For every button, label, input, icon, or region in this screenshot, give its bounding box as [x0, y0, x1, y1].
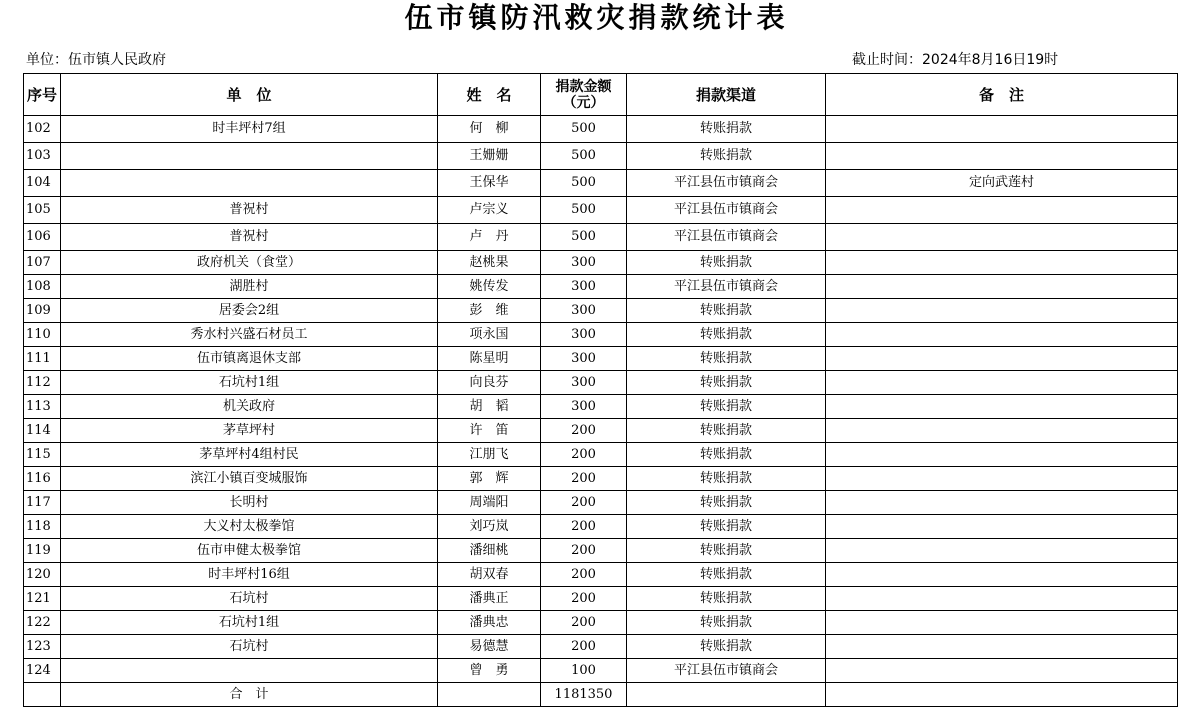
- table-row: [24, 197, 1178, 224]
- table-row: [24, 143, 1178, 170]
- row-number: 112: [24, 371, 61, 395]
- row-name: 潘细桃: [438, 539, 541, 563]
- header-channel: 捐款渠道: [627, 74, 826, 116]
- row-unit: 石坑村1组: [61, 611, 438, 635]
- table-row: [24, 539, 1178, 563]
- row-number: 124: [24, 659, 61, 683]
- row-unit: 秀水村兴盛石材员工: [61, 323, 438, 347]
- row-channel: 转账捐款: [627, 395, 826, 419]
- row-unit: 长明村: [61, 491, 438, 515]
- row-number: 108: [24, 275, 61, 299]
- row-name: 王保华: [438, 170, 541, 197]
- row-channel: 转账捐款: [627, 299, 826, 323]
- row-name: 曾 勇: [438, 659, 541, 683]
- header-remark: 备 注: [826, 74, 1178, 116]
- row-amount: 300: [541, 371, 627, 395]
- row-channel: 转账捐款: [627, 563, 826, 587]
- row-unit: 伍市镇离退休支部: [61, 347, 438, 371]
- row-amount: 200: [541, 563, 627, 587]
- row-number: 106: [24, 224, 61, 251]
- row-remark: 定向武莲村: [826, 170, 1178, 197]
- row-unit: 居委会2组: [61, 299, 438, 323]
- row-unit: [61, 170, 438, 197]
- row-amount: 100: [541, 659, 627, 683]
- row-number: 119: [24, 539, 61, 563]
- row-unit: [61, 143, 438, 170]
- row-remark: [826, 659, 1178, 683]
- row-unit: 石坑村1组: [61, 371, 438, 395]
- table-row: [24, 563, 1178, 587]
- row-remark: [826, 467, 1178, 491]
- row-channel: 转账捐款: [627, 347, 826, 371]
- row-amount: 200: [541, 539, 627, 563]
- row-name: 周端阳: [438, 491, 541, 515]
- total-amount: 1181350: [541, 683, 627, 707]
- page-title: 伍市镇防汛救灾捐款统计表: [404, 1, 789, 34]
- row-name: 卢宗义: [438, 197, 541, 224]
- row-amount: 500: [541, 143, 627, 170]
- total-remark-cell: [826, 683, 1178, 707]
- row-amount: 300: [541, 323, 627, 347]
- row-amount: 300: [541, 347, 627, 371]
- table-row: [24, 611, 1178, 635]
- row-channel: 转账捐款: [627, 611, 826, 635]
- row-name: 项永国: [438, 323, 541, 347]
- table-row: [24, 635, 1178, 659]
- row-remark: [826, 251, 1178, 275]
- unit-label: 单位：伍市镇人民政府: [26, 52, 166, 68]
- row-remark: [826, 323, 1178, 347]
- row-channel: 转账捐款: [627, 587, 826, 611]
- row-remark: [826, 197, 1178, 224]
- row-number: 123: [24, 635, 61, 659]
- row-channel: 平江县伍市镇商会: [627, 659, 826, 683]
- table-row: [24, 443, 1178, 467]
- row-number: 109: [24, 299, 61, 323]
- row-number: 116: [24, 467, 61, 491]
- row-unit: 普祝村: [61, 224, 438, 251]
- row-amount: 300: [541, 299, 627, 323]
- table-row: [24, 587, 1178, 611]
- table-header-row: [24, 74, 1178, 116]
- row-number: 110: [24, 323, 61, 347]
- row-name: 向良芬: [438, 371, 541, 395]
- row-name: 彭 维: [438, 299, 541, 323]
- row-remark: [826, 116, 1178, 143]
- row-name: 陈星明: [438, 347, 541, 371]
- table-row: [24, 371, 1178, 395]
- row-amount: 300: [541, 275, 627, 299]
- row-unit: 滨江小镇百变城服饰: [61, 467, 438, 491]
- row-amount: 200: [541, 515, 627, 539]
- row-remark: [826, 395, 1178, 419]
- row-channel: 转账捐款: [627, 443, 826, 467]
- row-amount: 200: [541, 611, 627, 635]
- total-name-cell: [438, 683, 541, 707]
- row-name: 江朋飞: [438, 443, 541, 467]
- row-name: 刘巧岚: [438, 515, 541, 539]
- row-amount: 200: [541, 467, 627, 491]
- row-remark: [826, 371, 1178, 395]
- row-channel: 平江县伍市镇商会: [627, 170, 826, 197]
- row-channel: 转账捐款: [627, 539, 826, 563]
- row-remark: [826, 143, 1178, 170]
- row-name: 潘典忠: [438, 611, 541, 635]
- row-number: 114: [24, 419, 61, 443]
- header-unit: 单 位: [61, 74, 438, 116]
- row-number: 111: [24, 347, 61, 371]
- row-amount: 500: [541, 224, 627, 251]
- table-row: [24, 347, 1178, 371]
- row-number: 122: [24, 611, 61, 635]
- row-remark: [826, 299, 1178, 323]
- table-row: [24, 491, 1178, 515]
- row-number: 117: [24, 491, 61, 515]
- header-amount-line1: 捐款金额: [555, 78, 612, 95]
- row-name: 易德慧: [438, 635, 541, 659]
- table-row: [24, 275, 1178, 299]
- row-amount: 500: [541, 170, 627, 197]
- row-number: 104: [24, 170, 61, 197]
- row-channel: 转账捐款: [627, 419, 826, 443]
- row-amount: 300: [541, 251, 627, 275]
- table-row: [24, 395, 1178, 419]
- row-unit: 大义村太极拳馆: [61, 515, 438, 539]
- row-name: 郭 辉: [438, 467, 541, 491]
- row-amount: 200: [541, 587, 627, 611]
- table-row: [24, 659, 1178, 683]
- table-row: [24, 323, 1178, 347]
- row-number: 105: [24, 197, 61, 224]
- row-channel: 转账捐款: [627, 251, 826, 275]
- row-name: 何 柳: [438, 116, 541, 143]
- row-amount: 200: [541, 419, 627, 443]
- row-unit: 时丰坪村7组: [61, 116, 438, 143]
- row-channel: 转账捐款: [627, 323, 826, 347]
- row-remark: [826, 563, 1178, 587]
- row-remark: [826, 587, 1178, 611]
- row-number: 102: [24, 116, 61, 143]
- row-amount: 500: [541, 116, 627, 143]
- row-name: 姚传发: [438, 275, 541, 299]
- row-channel: 转账捐款: [627, 491, 826, 515]
- row-number: 120: [24, 563, 61, 587]
- row-remark: [826, 443, 1178, 467]
- row-channel: 平江县伍市镇商会: [627, 275, 826, 299]
- row-unit: 石坑村: [61, 635, 438, 659]
- total-row: [24, 683, 1178, 707]
- row-name: 王姗姗: [438, 143, 541, 170]
- row-remark: [826, 635, 1178, 659]
- row-number: 113: [24, 395, 61, 419]
- row-remark: [826, 611, 1178, 635]
- row-channel: 转账捐款: [627, 371, 826, 395]
- row-amount: 200: [541, 491, 627, 515]
- table-row: [24, 251, 1178, 275]
- row-amount: 500: [541, 197, 627, 224]
- row-name: 许 笛: [438, 419, 541, 443]
- row-unit: 石坑村: [61, 587, 438, 611]
- row-unit: [61, 659, 438, 683]
- deadline-label: 截止时间：2024年8月16日19时: [852, 52, 1059, 68]
- row-unit: 茅草坪村4组村民: [61, 443, 438, 467]
- table-row: [24, 467, 1178, 491]
- header-amount: [541, 74, 627, 116]
- row-remark: [826, 224, 1178, 251]
- row-channel: 转账捐款: [627, 467, 826, 491]
- row-name: 卢 丹: [438, 224, 541, 251]
- row-unit: 湖胜村: [61, 275, 438, 299]
- table-row: [24, 170, 1178, 197]
- row-unit: 普祝村: [61, 197, 438, 224]
- row-number: 115: [24, 443, 61, 467]
- table-row: [24, 224, 1178, 251]
- row-amount: 200: [541, 635, 627, 659]
- row-remark: [826, 275, 1178, 299]
- row-amount: 300: [541, 395, 627, 419]
- row-number: 121: [24, 587, 61, 611]
- total-no-cell: [24, 683, 61, 707]
- row-remark: [826, 515, 1178, 539]
- row-name: 潘典正: [438, 587, 541, 611]
- header-name: 姓 名: [438, 74, 541, 116]
- row-unit: 机关政府: [61, 395, 438, 419]
- row-channel: 转账捐款: [627, 635, 826, 659]
- donation-table: [23, 73, 1178, 707]
- total-label: 合 计: [61, 683, 438, 707]
- header-no: 序号: [24, 74, 61, 116]
- row-channel: 转账捐款: [627, 143, 826, 170]
- row-unit: 时丰坪村16组: [61, 563, 438, 587]
- row-number: 103: [24, 143, 61, 170]
- row-name: 胡 韬: [438, 395, 541, 419]
- table-body: [24, 116, 1178, 683]
- row-remark: [826, 347, 1178, 371]
- row-remark: [826, 491, 1178, 515]
- row-name: 赵桃果: [438, 251, 541, 275]
- table-row: [24, 515, 1178, 539]
- header-amount-line2: （元）: [562, 94, 605, 111]
- row-channel: 平江县伍市镇商会: [627, 197, 826, 224]
- row-channel: 平江县伍市镇商会: [627, 224, 826, 251]
- row-remark: [826, 419, 1178, 443]
- table-row: [24, 116, 1178, 143]
- row-number: 118: [24, 515, 61, 539]
- row-amount: 200: [541, 443, 627, 467]
- row-remark: [826, 539, 1178, 563]
- row-unit: 茅草坪村: [61, 419, 438, 443]
- table-row: [24, 419, 1178, 443]
- row-name: 胡双春: [438, 563, 541, 587]
- row-unit: 政府机关（食堂）: [61, 251, 438, 275]
- row-unit: 伍市申健太极拳馆: [61, 539, 438, 563]
- table-row: [24, 299, 1178, 323]
- row-number: 107: [24, 251, 61, 275]
- total-channel-cell: [627, 683, 826, 707]
- row-channel: 转账捐款: [627, 515, 826, 539]
- row-channel: 转账捐款: [627, 116, 826, 143]
